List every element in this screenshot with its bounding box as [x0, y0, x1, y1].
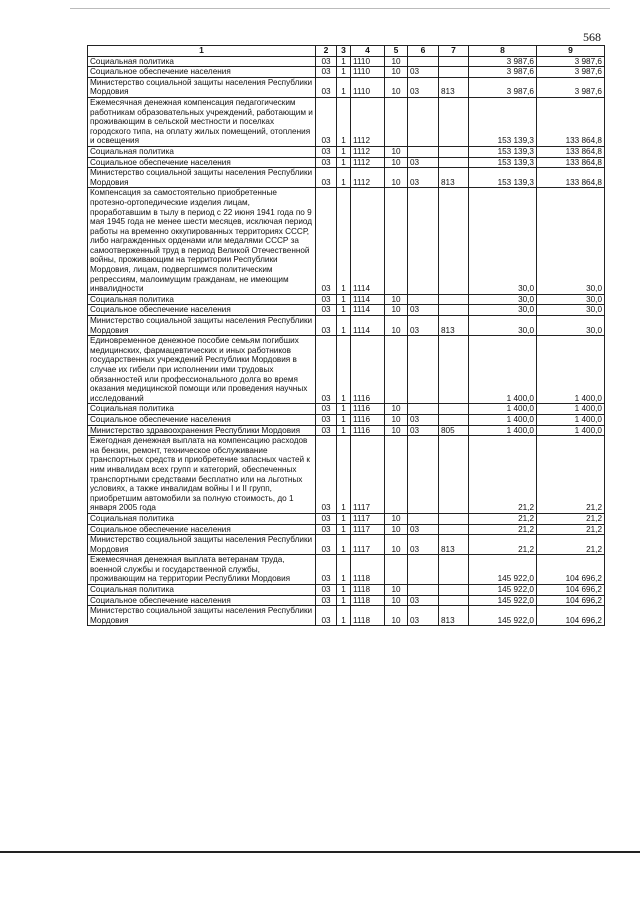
table-row — [88, 336, 605, 404]
header-cell: 7 — [439, 46, 469, 57]
section-cell: 10 — [385, 404, 408, 415]
subsection-code-cell: 1 — [337, 595, 351, 606]
table-row — [88, 425, 605, 436]
dept-code-cell — [439, 585, 469, 596]
target-article-cell: 1117 — [351, 535, 385, 555]
subsection-cell: 03 — [408, 595, 439, 606]
target-article-cell: 1114 — [351, 305, 385, 316]
table-row — [88, 555, 605, 585]
subsection-code-cell: 1 — [337, 425, 351, 436]
subsection-code-cell: 1 — [337, 294, 351, 305]
subsection-cell: 03 — [408, 535, 439, 555]
amount-col-8-cell: 153 139,3 — [469, 157, 537, 168]
target-article-cell: 1114 — [351, 294, 385, 305]
amount-col-8-cell: 21,2 — [469, 436, 537, 514]
section-cell — [385, 336, 408, 404]
row-name-cell: Социальная политика — [88, 294, 316, 305]
subsection-cell — [408, 146, 439, 157]
target-article-cell: 1118 — [351, 585, 385, 596]
amount-col-8-cell: 1 400,0 — [469, 336, 537, 404]
header-cell: 6 — [408, 46, 439, 57]
subsection-cell — [408, 336, 439, 404]
section-cell — [385, 555, 408, 585]
amount-col-9-cell: 3 987,6 — [537, 56, 605, 67]
section-code-cell: 03 — [316, 77, 337, 97]
target-article-cell: 1110 — [351, 77, 385, 97]
subsection-cell: 03 — [408, 606, 439, 626]
amount-col-9-cell: 1 400,0 — [537, 336, 605, 404]
subsection-code-cell: 1 — [337, 77, 351, 97]
section-code-cell: 03 — [316, 67, 337, 78]
table-row — [88, 56, 605, 67]
amount-col-9-cell: 30,0 — [537, 294, 605, 305]
row-name-cell: Социальная политика — [88, 146, 316, 157]
table-row — [88, 414, 605, 425]
target-article-cell: 1112 — [351, 97, 385, 146]
section-cell: 10 — [385, 77, 408, 97]
section-cell: 10 — [385, 513, 408, 524]
section-code-cell: 03 — [316, 595, 337, 606]
target-article-cell: 1117 — [351, 436, 385, 514]
table-row — [88, 294, 605, 305]
section-cell: 10 — [385, 425, 408, 436]
subsection-code-cell: 1 — [337, 606, 351, 626]
section-cell: 10 — [385, 146, 408, 157]
amount-col-8-cell: 3 987,6 — [469, 67, 537, 78]
dept-code-cell — [439, 336, 469, 404]
section-code-cell: 03 — [316, 606, 337, 626]
header-cell: 2 — [316, 46, 337, 57]
target-article-cell: 1116 — [351, 336, 385, 404]
subsection-code-cell: 1 — [337, 146, 351, 157]
amount-col-8-cell: 3 987,6 — [469, 77, 537, 97]
amount-col-8-cell: 30,0 — [469, 188, 537, 295]
amount-col-8-cell: 153 139,3 — [469, 146, 537, 157]
amount-col-9-cell: 104 696,2 — [537, 595, 605, 606]
table-row — [88, 67, 605, 78]
dept-code-cell — [439, 524, 469, 535]
section-code-cell: 03 — [316, 168, 337, 188]
amount-col-9-cell: 21,2 — [537, 436, 605, 514]
scan-top-line — [70, 8, 610, 9]
amount-col-8-cell: 1 400,0 — [469, 414, 537, 425]
section-cell — [385, 188, 408, 295]
row-name-cell: Социальная политика — [88, 56, 316, 67]
dept-code-cell — [439, 188, 469, 295]
subsection-code-cell: 1 — [337, 585, 351, 596]
section-code-cell: 03 — [316, 513, 337, 524]
row-name-cell: Министерство социальной защиты населения Республики Мордовия — [88, 535, 316, 555]
amount-col-9-cell: 3 987,6 — [537, 67, 605, 78]
budget-table — [87, 45, 605, 626]
section-code-cell: 03 — [316, 97, 337, 146]
amount-col-8-cell: 145 922,0 — [469, 585, 537, 596]
amount-col-9-cell: 133 864,8 — [537, 157, 605, 168]
amount-col-9-cell: 133 864,8 — [537, 146, 605, 157]
amount-col-9-cell: 30,0 — [537, 305, 605, 316]
row-name-cell: Социальное обеспечение населения — [88, 67, 316, 78]
target-article-cell: 1114 — [351, 316, 385, 336]
table-row — [88, 524, 605, 535]
subsection-cell: 03 — [408, 414, 439, 425]
subsection-cell: 03 — [408, 316, 439, 336]
amount-col-8-cell: 3 987,6 — [469, 56, 537, 67]
row-name-cell: Компенсация за самостоятельно приобретенные протезно-ортопедические изделия лицам, проработавшим в тылу в период с 22 июня 1941 года по 9 мая 1945 года не менее шести месяцев, исключая период работы на временно оккупированных территориях СССР, либо награжденных орденами или медалями СССР за самоотверженный труд в период Великой Отечественной войны, проживающим на территории Республики Мордовия, лицам, подвергшимся политическим репрессиям, малоимущим гражданам, не имеющим инвалидности — [88, 188, 316, 295]
row-name-cell: Социальная политика — [88, 513, 316, 524]
table-row — [88, 146, 605, 157]
section-code-cell: 03 — [316, 188, 337, 295]
amount-col-9-cell: 30,0 — [537, 188, 605, 295]
header-cell: 5 — [385, 46, 408, 57]
subsection-code-cell: 1 — [337, 336, 351, 404]
amount-col-8-cell: 1 400,0 — [469, 404, 537, 415]
dept-code-cell — [439, 436, 469, 514]
row-name-cell: Социальное обеспечение населения — [88, 524, 316, 535]
section-cell: 10 — [385, 414, 408, 425]
amount-col-9-cell: 1 400,0 — [537, 414, 605, 425]
header-cell: 8 — [469, 46, 537, 57]
dept-code-cell — [439, 97, 469, 146]
subsection-code-cell: 1 — [337, 436, 351, 514]
table-row — [88, 595, 605, 606]
amount-col-8-cell: 21,2 — [469, 524, 537, 535]
amount-col-8-cell: 30,0 — [469, 305, 537, 316]
subsection-cell: 03 — [408, 67, 439, 78]
section-code-cell: 03 — [316, 305, 337, 316]
section-code-cell: 03 — [316, 524, 337, 535]
section-cell: 10 — [385, 67, 408, 78]
dept-code-cell — [439, 513, 469, 524]
subsection-cell: 03 — [408, 157, 439, 168]
subsection-code-cell: 1 — [337, 524, 351, 535]
section-code-cell: 03 — [316, 294, 337, 305]
row-name-cell: Социальное обеспечение населения — [88, 414, 316, 425]
table-row — [88, 606, 605, 626]
amount-col-8-cell: 145 922,0 — [469, 606, 537, 626]
section-cell: 10 — [385, 294, 408, 305]
amount-col-8-cell: 30,0 — [469, 294, 537, 305]
row-name-cell: Ежемесячная денежная выплата ветеранам труда, военной службы и государственной службы, проживающим на территории Республики Мордовия — [88, 555, 316, 585]
section-cell: 10 — [385, 305, 408, 316]
section-code-cell: 03 — [316, 336, 337, 404]
section-code-cell: 03 — [316, 316, 337, 336]
table-row — [88, 157, 605, 168]
dept-code-cell — [439, 404, 469, 415]
header-cell: 1 — [88, 46, 316, 57]
amount-col-9-cell: 133 864,8 — [537, 168, 605, 188]
table-row — [88, 585, 605, 596]
dept-code-cell: 805 — [439, 425, 469, 436]
table-row — [88, 404, 605, 415]
subsection-code-cell: 1 — [337, 97, 351, 146]
section-code-cell: 03 — [316, 414, 337, 425]
scan-bottom-line — [0, 851, 640, 853]
target-article-cell: 1118 — [351, 595, 385, 606]
row-name-cell: Единовременное денежное пособие семьям погибших медицинских, фармацевтических и иных работников государственных учреждений Республики Мордовия в случае их гибели при исполнении ими трудовых обязанностей или профессионального долга во время оказания медицинской помощи или проведения научных исследований — [88, 336, 316, 404]
target-article-cell: 1114 — [351, 188, 385, 295]
section-cell: 10 — [385, 585, 408, 596]
section-code-cell: 03 — [316, 585, 337, 596]
page-number: 568 — [583, 30, 601, 44]
section-cell: 10 — [385, 168, 408, 188]
subsection-cell — [408, 513, 439, 524]
amount-col-9-cell: 133 864,8 — [537, 97, 605, 146]
row-name-cell: Ежегодная денежная выплата на компенсацию расходов на бензин, ремонт, техническое обслуживание транспортных средств и приобретение запасных частей к ним инвалидам всех групп и категорий, обеспеченных транспортными средствами бесплатно или на льготных условиях, а также инвалидам войны I и II групп, приобретшим автомобили за полную стоимость, до 1 января 2005 года — [88, 436, 316, 514]
row-name-cell: Социальная политика — [88, 585, 316, 596]
section-cell: 10 — [385, 595, 408, 606]
subsection-cell — [408, 436, 439, 514]
subsection-code-cell: 1 — [337, 414, 351, 425]
target-article-cell: 1110 — [351, 67, 385, 78]
dept-code-cell — [439, 294, 469, 305]
table-row — [88, 436, 605, 514]
amount-col-9-cell: 30,0 — [537, 316, 605, 336]
dept-code-cell: 813 — [439, 168, 469, 188]
section-cell — [385, 97, 408, 146]
section-cell: 10 — [385, 316, 408, 336]
amount-col-8-cell: 1 400,0 — [469, 425, 537, 436]
dept-code-cell — [439, 56, 469, 67]
target-article-cell: 1110 — [351, 56, 385, 67]
dept-code-cell: 813 — [439, 77, 469, 97]
section-code-cell: 03 — [316, 535, 337, 555]
table-row — [88, 535, 605, 555]
amount-col-9-cell: 21,2 — [537, 524, 605, 535]
header-cell: 4 — [351, 46, 385, 57]
subsection-code-cell: 1 — [337, 67, 351, 78]
target-article-cell: 1112 — [351, 157, 385, 168]
amount-col-9-cell: 21,2 — [537, 513, 605, 524]
subsection-cell — [408, 294, 439, 305]
subsection-code-cell: 1 — [337, 305, 351, 316]
amount-col-9-cell: 3 987,6 — [537, 77, 605, 97]
subsection-cell: 03 — [408, 305, 439, 316]
table-row — [88, 305, 605, 316]
subsection-code-cell: 1 — [337, 316, 351, 336]
amount-col-8-cell: 145 922,0 — [469, 555, 537, 585]
subsection-cell — [408, 555, 439, 585]
row-name-cell: Министерство социальной защиты населения Республики Мордовия — [88, 606, 316, 626]
subsection-code-cell: 1 — [337, 188, 351, 295]
section-code-cell: 03 — [316, 56, 337, 67]
section-code-cell: 03 — [316, 425, 337, 436]
table-row — [88, 77, 605, 97]
dept-code-cell: 813 — [439, 535, 469, 555]
amount-col-9-cell: 104 696,2 — [537, 585, 605, 596]
table-row — [88, 513, 605, 524]
subsection-code-cell: 1 — [337, 404, 351, 415]
section-code-cell: 03 — [316, 555, 337, 585]
amount-col-8-cell: 30,0 — [469, 316, 537, 336]
target-article-cell: 1116 — [351, 425, 385, 436]
subsection-cell — [408, 585, 439, 596]
dept-code-cell — [439, 414, 469, 425]
target-article-cell: 1112 — [351, 168, 385, 188]
row-name-cell: Министерство социальной защиты населения Республики Мордовия — [88, 168, 316, 188]
amount-col-8-cell: 21,2 — [469, 513, 537, 524]
subsection-cell — [408, 97, 439, 146]
subsection-code-cell: 1 — [337, 168, 351, 188]
target-article-cell: 1116 — [351, 414, 385, 425]
amount-col-9-cell: 1 400,0 — [537, 425, 605, 436]
subsection-code-cell: 1 — [337, 513, 351, 524]
row-name-cell: Социальное обеспечение населения — [88, 595, 316, 606]
row-name-cell: Социальная политика — [88, 404, 316, 415]
subsection-cell: 03 — [408, 168, 439, 188]
row-name-cell: Ежемесячная денежная компенсация педагогическим работникам образовательных учреждений, работающим и проживающим в сельской местности и поселках городского типа, на оплату жилых помещений, отопления и освещения — [88, 97, 316, 146]
subsection-cell — [408, 404, 439, 415]
dept-code-cell — [439, 555, 469, 585]
subsection-code-cell: 1 — [337, 535, 351, 555]
table-row — [88, 188, 605, 295]
amount-col-9-cell: 104 696,2 — [537, 555, 605, 585]
target-article-cell: 1118 — [351, 555, 385, 585]
amount-col-8-cell: 145 922,0 — [469, 595, 537, 606]
row-name-cell: Министерство здравоохранения Республики Мордовия — [88, 425, 316, 436]
subsection-cell — [408, 56, 439, 67]
amount-col-8-cell: 153 139,3 — [469, 168, 537, 188]
section-cell: 10 — [385, 524, 408, 535]
dept-code-cell — [439, 157, 469, 168]
header-cell: 3 — [337, 46, 351, 57]
section-cell: 10 — [385, 535, 408, 555]
section-cell: 10 — [385, 56, 408, 67]
dept-code-cell: 813 — [439, 316, 469, 336]
target-article-cell: 1112 — [351, 146, 385, 157]
subsection-code-cell: 1 — [337, 157, 351, 168]
subsection-code-cell: 1 — [337, 56, 351, 67]
amount-col-9-cell: 104 696,2 — [537, 606, 605, 626]
row-name-cell: Социальное обеспечение населения — [88, 157, 316, 168]
amount-col-9-cell: 1 400,0 — [537, 404, 605, 415]
subsection-code-cell: 1 — [337, 555, 351, 585]
dept-code-cell — [439, 595, 469, 606]
section-cell: 10 — [385, 157, 408, 168]
subsection-cell — [408, 188, 439, 295]
header-cell: 9 — [537, 46, 605, 57]
subsection-cell: 03 — [408, 425, 439, 436]
section-code-cell: 03 — [316, 157, 337, 168]
section-code-cell: 03 — [316, 146, 337, 157]
row-name-cell: Министерство социальной защиты населения Республики Мордовия — [88, 77, 316, 97]
dept-code-cell: 813 — [439, 606, 469, 626]
section-code-cell: 03 — [316, 404, 337, 415]
amount-col-8-cell: 153 139,3 — [469, 97, 537, 146]
target-article-cell: 1118 — [351, 606, 385, 626]
section-code-cell: 03 — [316, 436, 337, 514]
subsection-cell: 03 — [408, 524, 439, 535]
dept-code-cell — [439, 305, 469, 316]
target-article-cell: 1117 — [351, 513, 385, 524]
table-row — [88, 168, 605, 188]
table-header-row — [88, 46, 605, 57]
amount-col-8-cell: 21,2 — [469, 535, 537, 555]
row-name-cell: Социальное обеспечение населения — [88, 305, 316, 316]
section-cell — [385, 436, 408, 514]
subsection-cell: 03 — [408, 77, 439, 97]
section-cell: 10 — [385, 606, 408, 626]
target-article-cell: 1116 — [351, 404, 385, 415]
row-name-cell: Министерство социальной защиты населения Республики Мордовия — [88, 316, 316, 336]
amount-col-9-cell: 21,2 — [537, 535, 605, 555]
dept-code-cell — [439, 146, 469, 157]
table-row — [88, 97, 605, 146]
dept-code-cell — [439, 67, 469, 78]
target-article-cell: 1117 — [351, 524, 385, 535]
table-row — [88, 316, 605, 336]
